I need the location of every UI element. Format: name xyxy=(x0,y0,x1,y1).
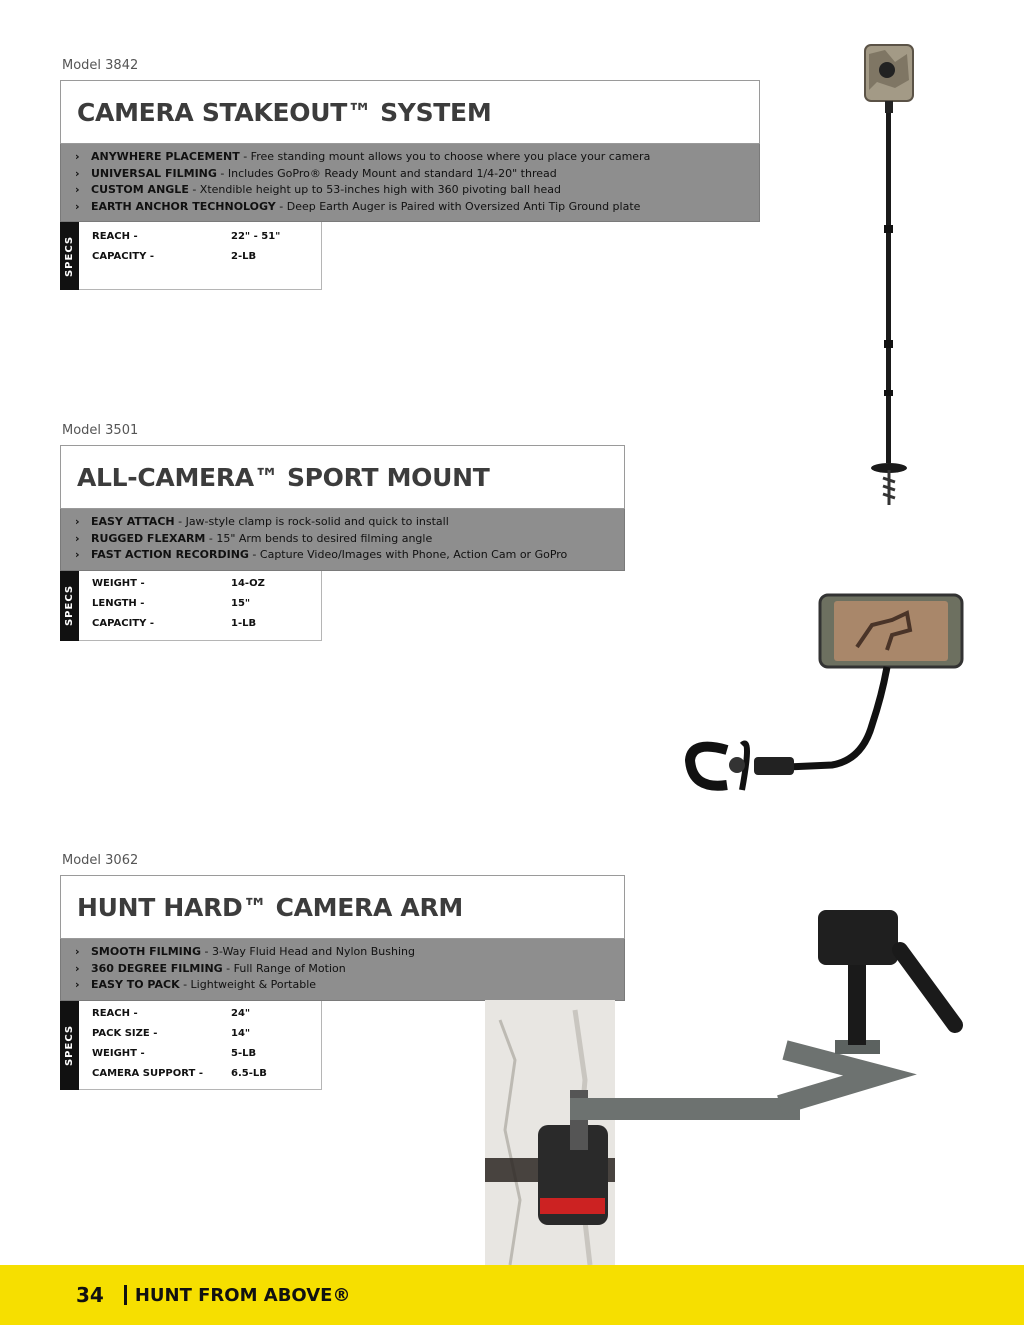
camera-arm-image xyxy=(480,900,970,1265)
chevron-right-icon: › xyxy=(75,150,80,163)
product-title: CAMERA STAKEOUT™ SYSTEM xyxy=(77,97,492,127)
specs-table xyxy=(60,571,322,641)
spec-value: 5-LB xyxy=(231,1048,257,1060)
feature-desc: - Deep Earth Auger is Paired with Oversized Anti Tip Ground plate xyxy=(275,199,641,213)
spec-label: WEIGHT - xyxy=(92,1048,145,1060)
spec-label: WEIGHT - xyxy=(92,578,145,590)
feature-name: EASY TO PACK xyxy=(91,978,180,992)
chevron-right-icon: › xyxy=(75,548,80,562)
feature-desc: - Full Range of Motion xyxy=(222,961,346,975)
footer-brand: HUNT FROM ABOVE® xyxy=(134,1284,351,1306)
specs-label: SPECS xyxy=(64,235,75,277)
feature-name: UNIVERSAL FILMING xyxy=(91,166,217,180)
feature-item xyxy=(75,149,759,166)
spec-row xyxy=(80,1044,321,1064)
feature-name: EASY ATTACH xyxy=(91,515,175,528)
model-label: Model 3842 xyxy=(62,58,139,73)
feature-desc: - Jaw-style clamp is rock-solid and quick to install xyxy=(174,515,449,528)
page-footer xyxy=(0,1265,1024,1325)
chevron-right-icon: › xyxy=(75,199,80,213)
chevron-right-icon: › xyxy=(75,515,80,528)
spec-label: REACH - xyxy=(92,1008,138,1020)
page-number: 34 xyxy=(76,1283,104,1307)
spec-value: 24" xyxy=(231,1008,251,1020)
spec-value: 14-OZ xyxy=(231,578,265,590)
feature-desc: - 15" Arm bends to desired filming angle xyxy=(205,531,433,545)
feature-name: ANYWHERE PLACEMENT xyxy=(91,150,240,163)
spec-value: 22" - 51" xyxy=(231,230,281,242)
spec-row xyxy=(80,1024,321,1044)
chevron-right-icon: › xyxy=(75,961,80,975)
feature-name: SMOOTH FILMING xyxy=(91,945,201,958)
feature-desc: - Free standing mount allows you to choose where you place your camera xyxy=(239,150,651,163)
stakeout-pole-image xyxy=(855,40,925,510)
chevron-right-icon: › xyxy=(75,978,80,992)
spec-label: CAPACITY - xyxy=(92,250,154,262)
feature-desc: - 3-Way Fluid Head and Nylon Bushing xyxy=(201,945,415,958)
spec-row xyxy=(80,614,321,634)
specs-tab xyxy=(60,1001,79,1090)
specs-tab xyxy=(60,571,79,641)
feature-desc: - Capture Video/Images with Phone, Action Cam or GoPro xyxy=(248,548,568,562)
feature-name: CUSTOM ANGLE xyxy=(91,183,189,197)
specs-table xyxy=(60,222,322,290)
footer-divider xyxy=(124,1285,127,1305)
specs-label: SPECS xyxy=(64,1024,75,1066)
feature-item xyxy=(75,514,624,531)
feature-list xyxy=(60,144,760,222)
spec-label: CAPACITY - xyxy=(92,618,154,630)
feature-item xyxy=(75,166,759,183)
spec-label: CAMERA SUPPORT - xyxy=(92,1068,203,1080)
spec-value: 6.5-LB xyxy=(231,1068,267,1080)
product-all-camera-sport-mount xyxy=(60,445,625,641)
spec-row xyxy=(80,1064,321,1084)
chevron-right-icon: › xyxy=(75,945,80,958)
spec-value: 2-LB xyxy=(231,250,257,262)
spec-row xyxy=(80,246,321,266)
feature-item xyxy=(75,547,624,564)
phone-clamp-image xyxy=(682,585,972,805)
feature-item xyxy=(75,182,759,199)
spec-row xyxy=(80,226,321,246)
feature-name: 360 DEGREE FILMING xyxy=(91,961,223,975)
product-title: ALL-CAMERA™ SPORT MOUNT xyxy=(77,462,490,492)
model-label: Model 3501 xyxy=(62,423,139,438)
spec-row xyxy=(80,574,321,594)
feature-list xyxy=(60,509,625,571)
spec-value: 1-LB xyxy=(231,618,257,630)
feature-desc: - Lightweight & Portable xyxy=(179,978,317,992)
spec-value: 14" xyxy=(231,1028,251,1040)
product-camera-stakeout xyxy=(60,80,760,290)
product-title: HUNT HARD™ CAMERA ARM xyxy=(77,892,464,922)
product-title-box xyxy=(60,80,760,144)
specs-tab xyxy=(60,222,79,290)
spec-label: REACH - xyxy=(92,230,138,242)
feature-name: EARTH ANCHOR TECHNOLOGY xyxy=(91,199,276,213)
specs-label: SPECS xyxy=(64,585,75,627)
feature-name: FAST ACTION RECORDING xyxy=(91,548,249,562)
chevron-right-icon: › xyxy=(75,166,80,180)
model-label: Model 3062 xyxy=(62,853,139,868)
spec-row xyxy=(80,1004,321,1024)
chevron-right-icon: › xyxy=(75,531,80,545)
feature-item xyxy=(75,199,759,216)
specs-table xyxy=(60,1001,322,1090)
spec-label: LENGTH - xyxy=(92,598,145,610)
chevron-right-icon: › xyxy=(75,183,80,197)
feature-name: RUGGED FLEXARM xyxy=(91,531,206,545)
spec-row xyxy=(80,594,321,614)
feature-desc: - Includes GoPro® Ready Mount and standard 1/4-20" thread xyxy=(216,166,557,180)
spec-label: PACK SIZE - xyxy=(92,1028,158,1040)
feature-item xyxy=(75,531,624,548)
product-title-box xyxy=(60,445,625,509)
spec-value: 15" xyxy=(231,598,251,610)
feature-desc: - Xtendible height up to 53-inches high with 360 pivoting ball head xyxy=(188,183,561,197)
